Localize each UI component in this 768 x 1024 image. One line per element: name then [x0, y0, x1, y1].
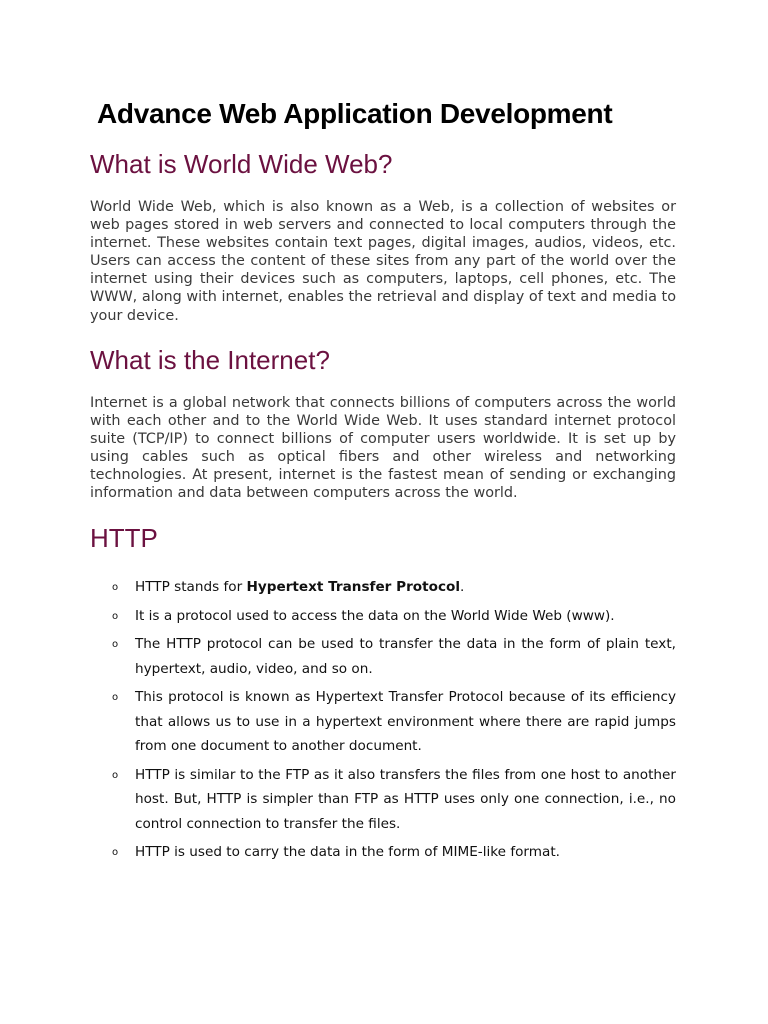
heading-what-is-internet: What is the Internet?: [90, 345, 330, 375]
bullet-circle-icon: o: [112, 639, 119, 650]
paragraph-internet: Internet is a global network that connects billions of computers across the world with each other and to the World Wide Web. It uses standard internet protocol suite (TCP/IP) to connect billions of computer users worldwide. It is set up by using cables such as optical fibers and other wireless and networking technologies. At present, internet is the fastest mean of sending or exchanging information and data between computers across the world.: [90, 395, 676, 502]
document-title: Advance Web Application Development: [97, 98, 613, 129]
list-item: [110, 575, 676, 600]
bullet-circle-icon: o: [112, 610, 119, 622]
bullet-circle-icon: o: [112, 847, 119, 858]
list-item-text: It is a protocol used to access the data on the World Wide Web (www).: [135, 607, 615, 624]
list-item: [110, 632, 676, 681]
list-item-text: HTTP is similar to the FTP as it also transfers the files from one host to another host. But, HTTP is simpler than FTP as HTTP uses only one connection, i.e., no control connection to transfer the files.: [135, 766, 676, 832]
list-item-text: HTTP is used to carry the data in the form of MIME-like format.: [135, 844, 560, 860]
list-item-text-suffix: .: [460, 579, 465, 595]
list-item: [110, 685, 676, 759]
list-item-text: This protocol is known as Hypertext Transfer Protocol because of its efficiency that allows us to use in a hypertext environment where there are rapid jumps from one document to another document.: [135, 689, 676, 754]
heading-http: HTTP: [90, 523, 158, 553]
bullet-circle-icon: o: [112, 692, 119, 703]
list-item-text: The HTTP protocol can be used to transfer the data in the form of plain text, hypertext, audio, video, and so on.: [135, 636, 676, 677]
paragraph-www: World Wide Web, which is also known as a Web, is a collection of websites or web pages stored in web servers and connected to local computers through the internet. These websites contain text pages, digital images, audios, videos, etc. Users can access the content of these sites from any part of the world over the internet using their devices such as computers, laptops, cell phones, etc. The WWW, along with internet, enables the retrieval and display of text and media to your device.: [90, 199, 676, 324]
http-bullet-list: [110, 575, 676, 869]
bullet-circle-icon: o: [112, 582, 119, 593]
list-item: [110, 763, 676, 837]
heading-what-is-www: What is World Wide Web?: [90, 149, 393, 179]
list-item-bold-term: Hypertext Transfer Protocol: [246, 579, 461, 595]
list-item: [110, 840, 676, 865]
list-item-text-prefix: HTTP stands for: [135, 579, 247, 595]
list-item: [110, 604, 676, 629]
bullet-circle-icon: o: [112, 769, 119, 781]
